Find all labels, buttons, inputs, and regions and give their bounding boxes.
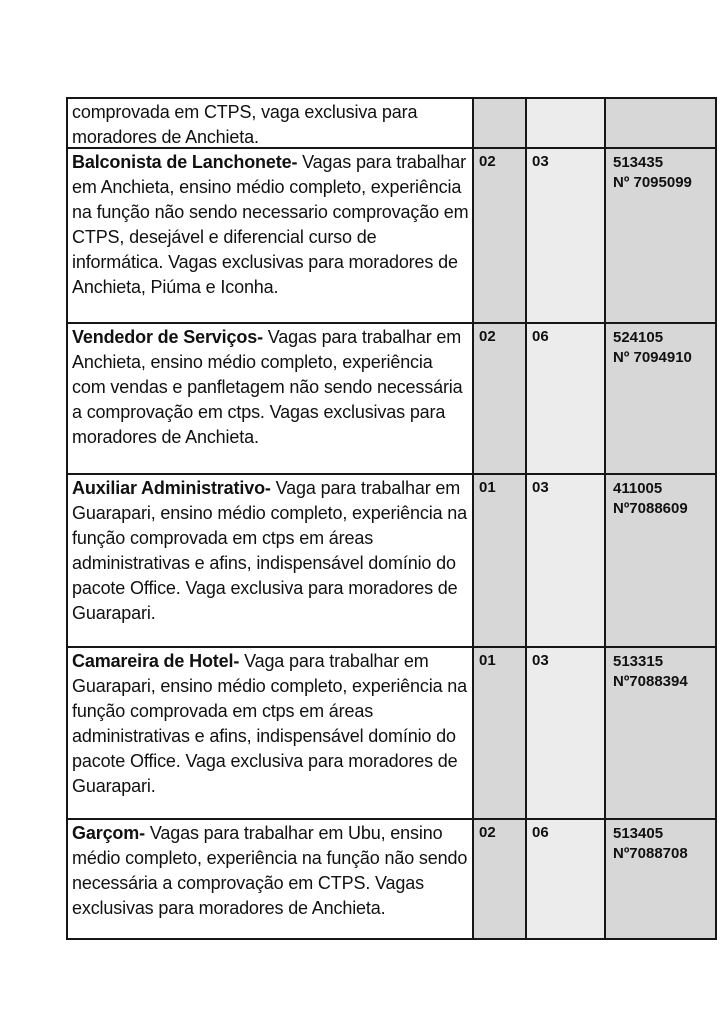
count-a-cell bbox=[474, 99, 527, 149]
job-description-cell bbox=[68, 820, 474, 938]
count-b-cell: 03 bbox=[527, 648, 606, 820]
code-cell bbox=[606, 149, 715, 324]
count-a-cell: 01 bbox=[474, 648, 527, 820]
code-line1: 513315 bbox=[613, 653, 664, 670]
job-description-text: comprovada em CTPS, vaga exclusiva para moradores de Anchieta. bbox=[72, 102, 418, 147]
code-line2: Nº7088609 bbox=[613, 500, 688, 517]
code-line2: Nº 7095099 bbox=[613, 174, 692, 191]
code-cell bbox=[606, 324, 715, 475]
count-b-cell: 03 bbox=[527, 475, 606, 648]
job-description-text: Vagas para trabalhar em Anchieta, ensino médio completo, experiência com vendas e panfletagem não sendo necessária a comprovação em ctps. Vagas exclusivas para moradores de Anchieta. bbox=[72, 327, 463, 447]
code-cell bbox=[606, 648, 715, 820]
job-title: Camareira de Hotel- bbox=[72, 651, 240, 671]
count-a-cell: 02 bbox=[474, 149, 527, 324]
code-cell bbox=[606, 475, 715, 648]
count-a-cell: 02 bbox=[474, 820, 527, 938]
job-description-cell bbox=[68, 324, 474, 475]
job-description-cell bbox=[68, 475, 474, 648]
job-description-text: Vaga para trabalhar em Guarapari, ensino médio completo, experiência na função comprovada em ctps em áreas administrativas e afins, indispensável domínio do pacote Office. Vaga exclusiva para moradores de Guarapari. bbox=[72, 651, 468, 796]
code-line2: Nº7088394 bbox=[613, 673, 688, 690]
code-line1: 513435 bbox=[613, 154, 664, 171]
count-a-cell: 02 bbox=[474, 324, 527, 475]
job-title: Vendedor de Serviços- bbox=[72, 327, 263, 347]
job-description-cell bbox=[68, 648, 474, 820]
job-description-cell bbox=[68, 149, 474, 324]
job-title: Garçom- bbox=[72, 823, 145, 843]
code-cell bbox=[606, 99, 715, 149]
job-description-text: Vagas para trabalhar em Ubu, ensino médio completo, experiência na função não sendo necessária a comprovação em CTPS. Vagas exclusivas para moradores de Anchieta. bbox=[72, 823, 468, 918]
job-description-text: Vagas para trabalhar em Anchieta, ensino médio completo, experiência na função não sendo necessario comprovação em CTPS, desejável e diferencial curso de informática. Vagas exclusivas para moradores de Anchieta, Piúma e Iconha. bbox=[72, 152, 469, 297]
job-title: Auxiliar Administrativo- bbox=[72, 478, 271, 498]
count-b-cell: 06 bbox=[527, 820, 606, 938]
count-b-cell: 03 bbox=[527, 149, 606, 324]
count-a-cell: 01 bbox=[474, 475, 527, 648]
count-b-cell bbox=[527, 99, 606, 149]
code-line1: 524105 bbox=[613, 329, 664, 346]
code-line2: Nº 7094910 bbox=[613, 349, 692, 366]
job-title: Balconista de Lanchonete- bbox=[72, 152, 298, 172]
job-vacancies-table bbox=[66, 97, 717, 940]
job-description-cell bbox=[68, 99, 474, 149]
code-cell bbox=[606, 820, 715, 938]
job-description-text: Vaga para trabalhar em Guarapari, ensino médio completo, experiência na função comprovada em ctps em áreas administrativas e afins, indispensável domínio do pacote Office. Vaga exclusiva para moradores de Guarapari. bbox=[72, 478, 468, 623]
code-line1: 513405 bbox=[613, 825, 664, 842]
code-line2: Nº7088708 bbox=[613, 845, 688, 862]
code-line1: 411005 bbox=[613, 480, 663, 497]
count-b-cell: 06 bbox=[527, 324, 606, 475]
